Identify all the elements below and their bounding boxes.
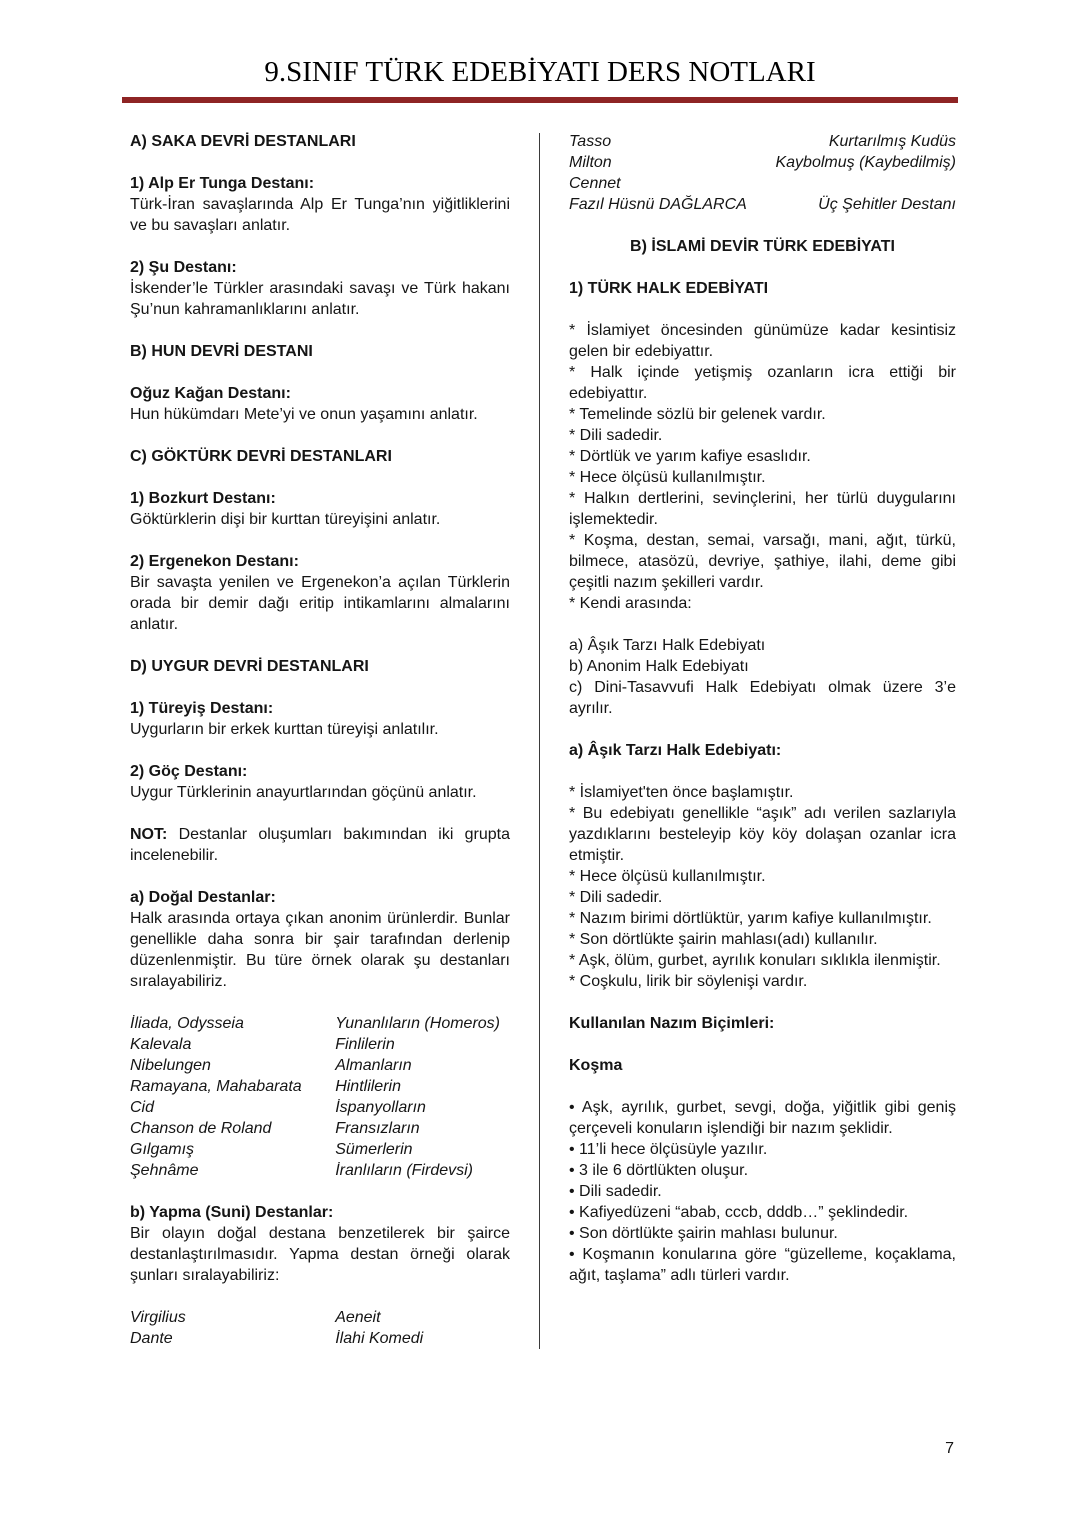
sub-heading: 2) Şu Destanı: — [130, 259, 237, 277]
work-title: Yunanlıların (Homeros) — [335, 1015, 500, 1033]
content-columns — [130, 131, 956, 1349]
paragraph: * Halkın dertlerini, sevinçlerini, her türlü duygularını işlemektedir. — [569, 490, 956, 529]
blank-line — [130, 677, 510, 698]
blank-line — [569, 614, 956, 635]
blank-line — [130, 1286, 510, 1307]
paragraph: • Aşk, ayrılık, gurbet, sevgi, doğa, yiğitlik gibi geniş çerçeveli konuların işlendiği bir nazım şeklidir. — [569, 1099, 956, 1138]
paragraph: Göktürklerin dişi bir kurttan türeyişini anlatır. — [130, 511, 441, 529]
work-list — [130, 1307, 510, 1349]
paragraph: c) Dini-Tasavvufi Halk Edebiyatı olmak üzere 3’e ayrılır. — [569, 679, 956, 718]
work-author: Fazıl Hüsnü DAĞLARCA — [569, 196, 747, 214]
column-left — [130, 131, 510, 1349]
sub-heading: a) Doğal Destanlar: — [130, 889, 276, 907]
paragraph: * Dörtlük ve yarım kafiye esaslıdır. — [569, 448, 811, 466]
work-author: Ramayana, Mahabarata — [130, 1078, 302, 1096]
section-heading: B) HUN DEVRİ DESTANI — [130, 343, 313, 361]
paragraph: * Son dörtlükte şairin mahlası(adı) kullanılır. — [569, 931, 878, 949]
paragraph: * Dili sadedir. — [569, 889, 663, 907]
work-list — [130, 1013, 510, 1181]
paragraph: Hun hükümdarı Mete’yi ve onun yaşamını anlatır. — [130, 406, 478, 424]
paragraph: • Dili sadedir. — [569, 1183, 662, 1201]
sub-heading: b) Yapma (Suni) Destanlar: — [130, 1204, 334, 1222]
paragraph: * Dili sadedir. — [569, 427, 663, 445]
work-list-row — [569, 131, 956, 152]
paragraph: Uygurların bir erkek kurttan türeyişi anlatılır. — [130, 721, 439, 739]
paragraph: * Coşkulu, lirik bir söylenişi vardır. — [569, 973, 808, 991]
work-list-row — [130, 1097, 510, 1118]
paragraph: Türk-İran savaşlarında Alp Er Tunga’nın yiğitliklerini ve bu savaşları anlatır. — [130, 196, 510, 235]
sub-heading: 1) Bozkurt Destanı: — [130, 490, 276, 508]
work-list-row — [130, 1055, 510, 1076]
work-list-row — [130, 1160, 510, 1181]
work-list-row — [130, 1076, 510, 1097]
sub-heading: 2) Göç Destanı: — [130, 763, 248, 781]
section-heading: A) SAKA DEVRİ DESTANLARI — [130, 133, 356, 151]
paragraph: İskender’le Türkler arasındaki savaşı ve Türk hakanı Şu’nun kahramanlıklarını anlatır. — [130, 280, 510, 319]
work-title: İranlıların (Firdevsi) — [335, 1162, 473, 1180]
blank-line — [569, 215, 956, 236]
work-author: Nibelungen — [130, 1057, 211, 1075]
section-heading: C) GÖKTÜRK DEVRİ DESTANLARI — [130, 448, 392, 466]
paragraph: • Kafiyedüzeni “abab, cccb, dddb…” şeklindedir. — [569, 1204, 909, 1222]
work-author: Milton — [569, 154, 612, 172]
blank-line — [130, 635, 510, 656]
column-divider — [539, 133, 540, 1349]
blank-line — [130, 152, 510, 173]
sub-heading: 1) Türeyiş Destanı: — [130, 700, 274, 718]
sub-heading: a) Âşık Tarzı Halk Edebiyatı: — [569, 742, 782, 760]
work-title: Hintlilerin — [335, 1078, 401, 1096]
section-heading-centered: B) İSLAMİ DEVİR TÜRK EDEBİYATI — [630, 238, 895, 256]
work-title: Aeneit — [335, 1309, 381, 1327]
blank-line — [130, 992, 510, 1013]
paragraph: • Son dörtlükte şairin mahlası bulunur. — [569, 1225, 838, 1243]
work-author: İliada, Odysseia — [130, 1015, 244, 1033]
paragraph: • 3 ile 6 dörtlükten oluşur. — [569, 1162, 749, 1180]
blank-line — [569, 1076, 956, 1097]
paragraph: * Hece ölçüsü kullanılmıştır. — [569, 868, 766, 886]
paragraph: b) Anonim Halk Edebiyatı — [569, 658, 749, 676]
work-list-row — [569, 173, 956, 194]
work-author: Gılgamış — [130, 1141, 195, 1159]
column-right — [569, 131, 956, 1349]
section-heading: 1) TÜRK HALK EDEBİYATI — [569, 280, 769, 298]
paragraph: a) Âşık Tarzı Halk Edebiyatı — [569, 637, 766, 655]
paragraph: • 11’li hece ölçüsüyle yazılır. — [569, 1141, 768, 1159]
work-list-row — [130, 1307, 510, 1328]
paragraph: * İslamiyet öncesinden günümüze kadar kesintisiz gelen bir edebiyattır. — [569, 322, 956, 361]
paragraph: Halk arasında ortaya çıkan anonim ürünlerdir. Bunlar genellikle daha sonra bir şair tarafından derlenip düzenlenmiştir. Bu türe örnek olarak şu destanları sıralayabiliriz. — [130, 910, 510, 991]
note-paragraph: NOT: Destanlar oluşumları bakımından iki grupta incelenebilir. — [130, 826, 510, 865]
blank-line — [569, 257, 956, 278]
paragraph: Uygur Türklerinin anayurtlarından göçünü anlatır. — [130, 784, 477, 802]
paragraph: Bir olayın doğal destana benzetilerek bir şairce destanlaştırılmasıdır. Yapma destan örneği olarak şunları sıralayabiliriz: — [130, 1225, 510, 1285]
paragraph: * Temelinde sözlü bir gelenek vardır. — [569, 406, 826, 424]
work-author: Cennet — [569, 175, 621, 193]
work-list-row — [569, 194, 956, 215]
blank-line — [130, 530, 510, 551]
work-author: Kalevala — [130, 1036, 192, 1054]
paragraph: * Aşk, ölüm, gurbet, ayrılık konuları sıklıkla ilenmiştir. — [569, 952, 941, 970]
blank-line — [130, 740, 510, 761]
blank-line — [130, 236, 510, 257]
work-list-row — [130, 1328, 510, 1349]
work-author: Tasso — [569, 133, 612, 151]
blank-line — [130, 320, 510, 341]
blank-line — [130, 803, 510, 824]
section-heading: D) UYGUR DEVRİ DESTANLARI — [130, 658, 369, 676]
sub-heading: Oğuz Kağan Destanı: — [130, 385, 291, 403]
paragraph: * Halk içinde yetişmiş ozanların icra ettiği bir edebiyattır. — [569, 364, 956, 403]
work-author: Dante — [130, 1330, 173, 1348]
work-title: Almanların — [335, 1057, 412, 1075]
sub-heading: Kullanılan Nazım Biçimleri: — [569, 1015, 775, 1033]
work-author: Cid — [130, 1099, 155, 1117]
work-title: Kurtarılmış Kudüs — [828, 133, 956, 151]
work-author: Şehnâme — [130, 1162, 199, 1180]
paragraph: * Koşma, destan, semai, varsağı, mani, ağıt, türkü, bilmece, atasözü, devriye, şathiye, ilahi, deme gibi çeşitli nazım şekilleri vardır. — [569, 532, 956, 592]
paragraph: * Kendi arasında: — [569, 595, 692, 613]
work-list — [569, 131, 956, 215]
work-author: Virgilius — [130, 1309, 186, 1327]
blank-line — [569, 1034, 956, 1055]
work-title: İspanyolların — [335, 1099, 426, 1117]
note-label: NOT: — [130, 826, 168, 844]
work-list-row — [130, 1118, 510, 1139]
blank-line — [130, 362, 510, 383]
blank-line — [130, 425, 510, 446]
work-list-row — [130, 1139, 510, 1160]
blank-line — [569, 719, 956, 740]
sub-heading: 1) Alp Er Tunga Destanı: — [130, 175, 315, 193]
work-title: Finlilerin — [335, 1036, 395, 1054]
sub-heading: 2) Ergenekon Destanı: — [130, 553, 299, 571]
work-author: Chanson de Roland — [130, 1120, 272, 1138]
page-title: 9.SINIF TÜRK EDEBİYATI DERS NOTLARI — [264, 56, 816, 88]
work-title: Üç Şehitler Destanı — [818, 196, 956, 214]
blank-line — [569, 992, 956, 1013]
work-list-row — [569, 152, 956, 173]
title-rule — [122, 97, 958, 103]
work-title: İlahi Komedi — [335, 1330, 424, 1348]
blank-line — [130, 866, 510, 887]
page-number: 7 — [945, 1440, 954, 1457]
paragraph: * Nazım birimi dörtlüktür, yarım kafiye kullanılmıştır. — [569, 910, 932, 928]
blank-line — [569, 761, 956, 782]
work-title: Fransızların — [335, 1120, 420, 1138]
work-list-row — [130, 1034, 510, 1055]
blank-line — [569, 299, 956, 320]
sub-heading: Koşma — [569, 1057, 623, 1075]
paragraph: • Koşmanın konularına göre “güzelleme, koçaklama, ağıt, taşlama” adlı türleri vardır. — [569, 1246, 956, 1285]
paragraph: * Hece ölçüsü kullanılmıştır. — [569, 469, 766, 487]
blank-line — [130, 1181, 510, 1202]
blank-line — [130, 467, 510, 488]
work-list-row — [130, 1013, 510, 1034]
paragraph: * İslamiyet'ten önce başlamıştır. — [569, 784, 794, 802]
work-title: Sümerlerin — [335, 1141, 413, 1159]
work-title: Kaybolmuş (Kaybedilmiş) — [775, 154, 956, 172]
paragraph: * Bu edebiyatı genellikle “aşık” adı verilen sazlarıyla yazdıklarını besteleyip köy köy dolaşan ozanlar icra etmiştir. — [569, 805, 956, 865]
paragraph: Bir savaşta yenilen ve Ergenekon’a açılan Türklerin orada bir demir dağı eritip intikamlarını almalarını anlatır. — [130, 574, 510, 634]
